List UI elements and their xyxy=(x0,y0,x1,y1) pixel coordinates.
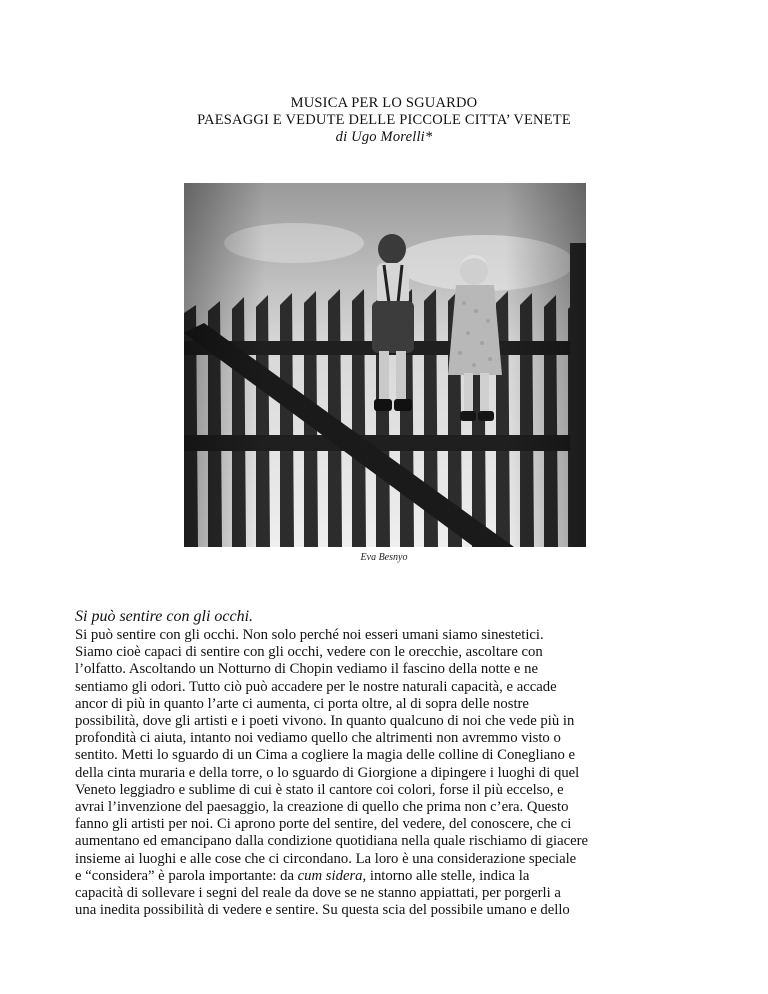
text-line xyxy=(75,868,695,885)
text-line: avrai l’invenzione del paesaggio, la creazione di quello che prima non c’era. Questo xyxy=(75,799,569,816)
text-line: ancor di più in quanto l’arte ci aumenta, ci porta oltre, al di sopra delle nostre xyxy=(75,695,529,712)
text-line: Veneto leggiadro e sublime di cui è stato il cantore coi colori, forse il più eccelso, e xyxy=(75,781,564,798)
page-title: MUSICA PER LO SGUARDO xyxy=(290,95,478,111)
text-line: Si può sentire con gli occhi. Non solo perché noi esseri umani siamo sinestetici. xyxy=(75,627,544,643)
section-heading: Si può sentire con gli occhi. xyxy=(75,608,254,625)
text-line: capacità di sollevare i segni del reale da dove se ne stanno appiattati, per porgerli a xyxy=(75,885,561,902)
text-line: della cinta muraria e della torre, o lo sguardo di Giorgione a dipingere i luoghi di quel xyxy=(75,764,580,781)
text-line: Siamo cioè capaci di sentire con gli occhi, vedere con le orecchie, ascoltare con xyxy=(75,644,543,661)
latin-phrase: cum sidera xyxy=(297,867,363,884)
text-line: profondità ci aiuta, intanto noi vediamo quello che altrimenti non avremmo visto o xyxy=(75,730,561,747)
body-paragraph xyxy=(75,627,695,919)
text-line: fanno gli artisti per noi. Ci aprono porte del sentire, del vedere, del conoscere, che ci xyxy=(75,816,572,833)
text-line: l’olfatto. Ascoltando un Notturno di Chopin vediamo il fascino della notte e ne xyxy=(75,661,538,678)
text-fragment: , intorno alle stelle, indica la xyxy=(362,867,530,884)
text-line: sentito. Metti lo sguardo di un Cima a cogliere la magia delle colline di Conegliano e xyxy=(75,747,576,764)
text-line: insieme ai luoghi e alle cose che ci circondano. La loro è una considerazione speciale xyxy=(75,850,577,867)
title-block xyxy=(0,95,768,146)
text-line: sentiamo gli odori. Tutto ciò può accadere per le nostre naturali capacità, e accade xyxy=(75,678,557,695)
page-subtitle: PAESAGGI E VEDUTE DELLE PICCOLE CITTA’ VENETE xyxy=(197,112,571,128)
photograph-children-on-fence xyxy=(184,183,586,547)
text-line: una inedita possibilità di vedere e sentire. Su questa scia del possibile umano e dello xyxy=(75,902,570,919)
text-fragment: e “considera” è parola importante: da xyxy=(75,867,298,884)
photo-caption: Eva Besnyo xyxy=(360,552,408,563)
text-line: possibilità, dove gli artisti e i poeti vivono. In quanto qualcuno di noi che vede più in xyxy=(75,713,575,730)
text-line: aumentano ed emancipano dalla condizione quotidiana nella quale rischiamo di giacere xyxy=(75,833,589,850)
author-line: di Ugo Morelli* xyxy=(335,129,433,145)
